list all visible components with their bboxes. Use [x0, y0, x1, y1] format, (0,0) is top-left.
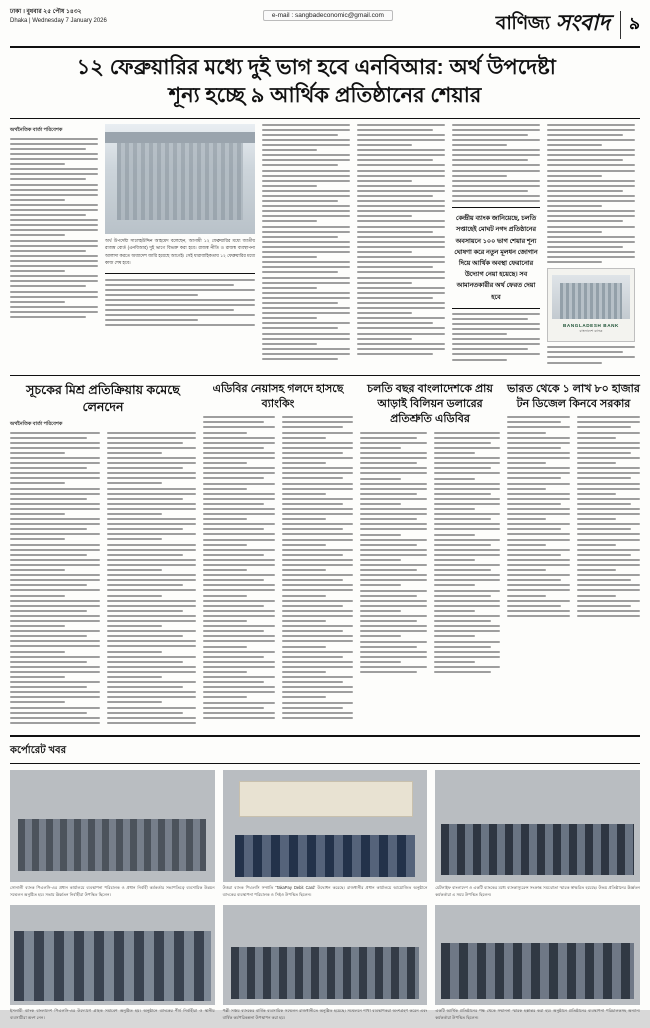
- event-banner: [239, 781, 413, 817]
- dateline: [10, 6, 160, 26]
- brand-left: বাণিজ্য: [495, 12, 550, 34]
- body-text-block: [547, 346, 635, 363]
- corporate-grid-row-1: [10, 770, 640, 899]
- body-text-block: [357, 124, 445, 355]
- photo-mou-signing[interactable]: [435, 770, 640, 882]
- byline: অর্থনৈতিক বার্তা পরিবেশক: [10, 126, 63, 133]
- story-adb: [360, 382, 500, 729]
- corporate-section-title: কর্পোরেট খবর: [10, 744, 67, 756]
- headline-left: ১২ ফেব্রুয়ারির মধ্যে দুই ভাগ হবে এনবিআর: অর্থ উপদেষ্টা: [76, 56, 556, 79]
- lead-photo-column: [105, 124, 255, 369]
- lead-col-5: [357, 124, 445, 369]
- pull-quote: কেন্দ্রীয় ব্যাংক জানিয়েছে, চলতি সপ্তাহেই মোঘট নগদ প্রতিষ্ঠানের অবসায়নে ১০০ ভাগ শেয়ার শূন্য ঘোষণা করে নতুন মূলধন জোগান দিয়ে আর্থিক অবস্থা ফেরানোর উদ্যোগ নেয়া হয়েছে। সব আমানতকারীর অর্থ ফেরত দেয়া হবে: [452, 207, 540, 309]
- masthead: [10, 6, 640, 48]
- body-text-block: [577, 416, 640, 617]
- corporate-caption: পল্লী সঞ্চয় ব্যাংকের বার্ষিক ব্যবসায়িক সম্মেলন রাজধানীতে অনুষ্ঠিত হয়েছে। সম্মেলনে শাখা ব্যবস্থাপকরা অংশগ্রহণ করেন এবং বার্ষিক কর্মপরিকল্পনা উপস্থাপন করা হয়।: [222, 1007, 428, 1020]
- story-index-heading: সূচকের মিশ্র প্রতিক্রিয়ায় কমেছে লেনদেন: [26, 382, 180, 414]
- body-text-block: [10, 432, 100, 724]
- story-diesel: [507, 382, 640, 729]
- corporate-grid-row-2: [10, 905, 640, 1022]
- photo-card-launch-stage[interactable]: [223, 770, 428, 882]
- story-banking-heading: এডিবির নেয়াসহ গলদে হাসছে ব্যাংকিং: [212, 382, 344, 410]
- body-text-block: [107, 432, 197, 724]
- lead-col-1: [10, 124, 98, 369]
- photo-roof: [105, 132, 255, 143]
- page-footer-space: [10, 1022, 640, 1028]
- body-text-block: [434, 432, 501, 673]
- story-index: [10, 382, 196, 729]
- corporate-section-header: [10, 735, 640, 764]
- story-banking: [203, 382, 353, 729]
- brand-right: সংবাদ: [555, 10, 610, 35]
- body-text-block: [452, 313, 540, 361]
- corporate-caption: ইসলামী ব্যাংক বাংলাদেশ পিএলসি-এর উদ্যোগে গ্রাহক সমাবেশ অনুষ্ঠিত হয়। অনুষ্ঠানে ব্যাংকের শীর্ষ নির্বাহীরা ও স্থানীয় ব্যবসায়ীরা অংশ নেন।: [10, 1007, 215, 1020]
- divider: [105, 273, 255, 274]
- photo-conference-hall[interactable]: [223, 905, 428, 1005]
- corporate-caption: সোনালী ব্যাংক পিএলসি-এর প্রধান কার্যালয়ে ব্যবস্থাপনা পরিচালক ও প্রধান নির্বাহী কর্মকর্তার সভাপতিত্বে ব্যবসায়িক উন্নয়ন সম্মেলন অনুষ্ঠিত হয়। সভায় ঊর্ধ্বতন নির্বাহীরা উপস্থিত ছিলেন।: [10, 884, 215, 897]
- body-text-block: [262, 124, 350, 360]
- secondary-stories: [10, 375, 640, 729]
- corporate-caption: মেটলাইফ বাংলাদেশ ও একটি ব্যাংকের মধ্যে ব্যাংকাস্যুরেন্স সংক্রান্ত সমঝোতা স্মারক স্বাক্ষরিত হয়েছে। উভয় প্রতিষ্ঠানের ঊর্ধ্বতন কর্মকর্তারা এ সময় উপস্থিত ছিলেন।: [435, 884, 640, 897]
- lead-headline-row: [10, 54, 640, 111]
- headline-right: শূন্য হচ্ছে ৯ আর্থিক প্রতিষ্ঠানের শেয়ার: [168, 84, 482, 108]
- dateline-bn: ঢাকা । বুধবার ২৫ পৌষ ১৪৩২: [10, 9, 82, 15]
- story-adb-heading: চলতি বছর বাংলাদেশকে প্রায় আড়াই বিলিয়ন ডলারের প্রতিশ্রুতি এডিবির: [367, 382, 493, 426]
- corporate-item: [435, 905, 640, 1022]
- page-number: ৯: [620, 11, 640, 39]
- brand: [496, 6, 640, 43]
- lead-col-4: [262, 124, 350, 369]
- story-diesel-heading: ভারত থেকে ১ লাখ ৮০ হাজার টন ডিজেল কিনবে সরকার: [507, 382, 640, 410]
- photo-meeting-boardroom[interactable]: [10, 770, 215, 882]
- byline: অর্থনৈতিক বার্তা পরিবেশক: [10, 420, 63, 427]
- lead-headline-band: [10, 48, 640, 119]
- bangladesh-bank-logo: [547, 268, 635, 342]
- photo-award-handover[interactable]: [435, 905, 640, 1005]
- corporate-caption: একটি আর্থিক প্রতিষ্ঠানের পক্ষ থেকে সম্মাননা স্মারক হস্তান্তর করা হয়। অনুষ্ঠানে প্রতিষ্ঠানের ব্যবস্থাপনা পরিচালকসহ অন্যান্য কর্মকর্তারা উপস্থিত ছিলেন।: [435, 1007, 640, 1020]
- corporate-caption: উত্তরা ব্যাংক পিএলসি সম্প্রতি 'TakaPay Debit Card' উদ্বোধন করেছে। রাজধানীর প্রধান কার্যালয়ে আয়োজিত অনুষ্ঠানে ব্যাংকের ব্যবস্থাপনা পরিচালক ও সিইও উপস্থিত ছিলেন।: [222, 884, 428, 897]
- bank-logo-sub: বাংলাদেশ ব্যাংক: [579, 329, 603, 334]
- corporate-item: [10, 770, 215, 899]
- body-text-block: [360, 432, 427, 673]
- email-line: [160, 6, 496, 21]
- dateline-en: Dhaka | Wednesday 7 January 2026: [10, 18, 107, 24]
- photo-group-photo[interactable]: [10, 905, 215, 1005]
- lead-story-columns: [10, 119, 640, 369]
- photo-nbr-building: [105, 124, 255, 234]
- body-text-block: [547, 124, 635, 264]
- body-text-block: [105, 279, 255, 327]
- body-text-block: [507, 416, 570, 617]
- photo-caption: অর্থ উপদেষ্টা সালেহউদ্দিন আহমেদ বলেছেন, আগামী ১২ ফেব্রুয়ারির মধ্যে জাতীয় রাজস্ব বোর্ড (এনবিআর) দুই ভাগে বিভক্ত করা হবে। রাজস্ব নীতি ও রাজস্ব ব্যবস্থাপনা আলাদা করতে অধ্যাদেশ জারি হয়েছে আগেই। সেই ধারাবাহিকতায় ১২ ফেব্রুয়ারির মধ্যে কাজ শেষ হবে।: [105, 237, 255, 266]
- body-text-block: [203, 416, 275, 719]
- corporate-item: [435, 770, 640, 899]
- corporate-item: [223, 770, 428, 899]
- body-text-block: [282, 416, 354, 719]
- corporate-item: [10, 905, 215, 1022]
- corporate-item: [223, 905, 428, 1022]
- bank-logo-name: BANGLADESH BANK: [563, 323, 619, 329]
- body-text-block: [452, 124, 540, 202]
- body-text-block: [10, 138, 98, 318]
- bank-building-graphic: [552, 275, 630, 319]
- email-label[interactable]: e-mail : sangbadeconomic@gmail.com: [263, 10, 393, 21]
- lead-col-6: [452, 124, 540, 369]
- lead-col-7: [547, 124, 635, 369]
- photo-glass-facade: [117, 143, 243, 220]
